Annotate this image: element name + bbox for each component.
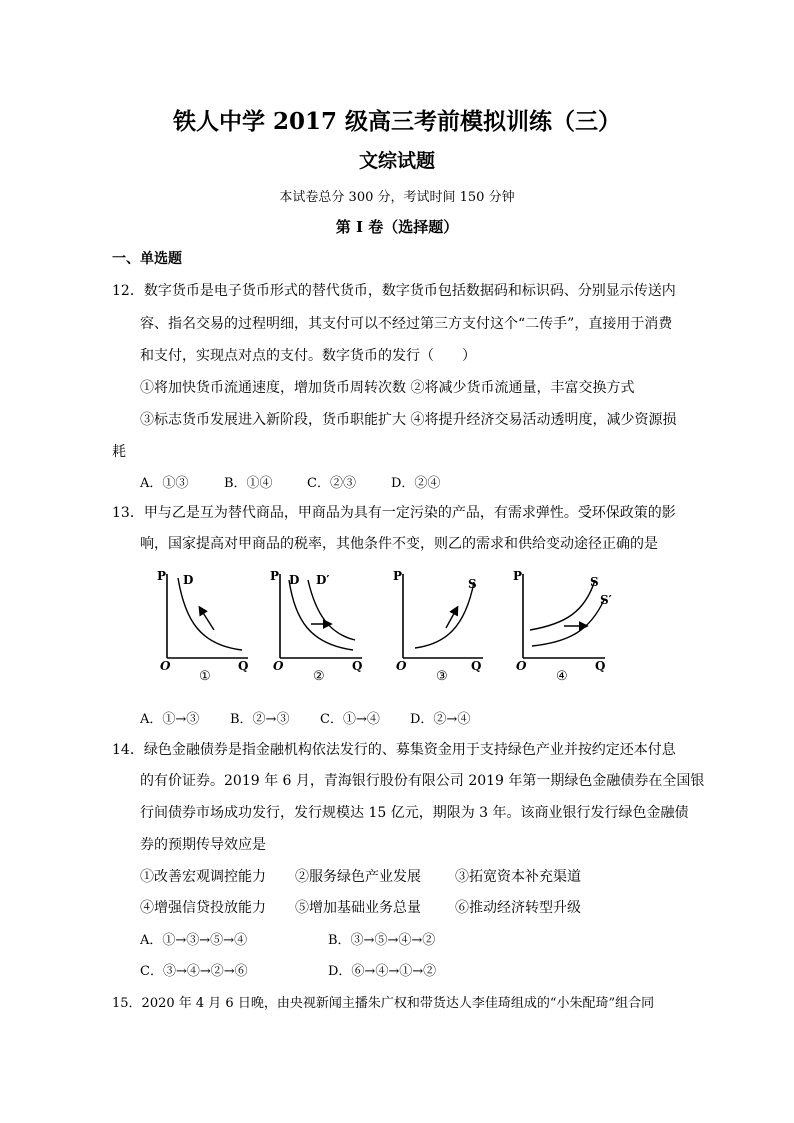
q13-answer-d: D．②→④ [410,712,471,727]
q12-line3: 和支付，实现点对点的支付。数字货币的发行（ ） [140,348,476,364]
q12-line2: 容、指名交易的过程明细，其支付可以不经过第三方支付这个“二传手”，直接用于消费 [140,316,673,332]
graph-1-origin: O [160,659,171,673]
graph-4 [513,569,612,684]
q12-option-line2: ③标志货币发展进入新阶段，货币职能扩大 ④将提升经济交易活动透明度，减少资源损 [140,412,677,428]
graph-3-shift-arrow [446,608,457,628]
graph-4-s-label: S [590,575,599,589]
graph-2-number: ② [313,669,325,684]
q13-line2: 响，国家提高对甲商品的税率，其他条件不变，则乙的需求和供给变动途径正确的是 [140,536,658,552]
graph-2-q-label: Q [352,659,363,673]
graph-1-shift-arrow [200,608,214,630]
graph-1-p-label: P [157,569,167,583]
q14-item-1: ①改善宏观调控能力 [140,869,266,885]
q12-option-line2-cont: 耗 [112,444,126,460]
graph-3-q-label: Q [471,659,482,673]
q15-line1: 15．2020 年 4 月 6 日晚，由央视新闻主播朱广权和带货达人李佳琦组成的“小朱配琦”组合同 [112,996,655,1011]
graph-2-d-label: D [289,573,300,587]
section-title: 第 I 卷（选择题） [335,218,459,236]
q14-item-4: ④增强信贷投放能力 [140,900,266,916]
q13-answer-c: C．①→④ [320,712,380,727]
q14-line2: 的有价证券。2019 年 6 月，青海银行股份有限公司 2019 年第一期绿色金融债券在全国银 [140,773,705,789]
graph-4-supply-curve-s [530,580,595,630]
graph-4-p-label: P [513,569,523,583]
q14-answer-d: D．⑥→④→①→② [328,964,437,979]
graph-2-d-prime-label: D′ [316,573,330,587]
graph-1-number: ① [199,669,211,684]
q12-answer-c: C．②③ [307,476,356,491]
graph-3-s-label: S [468,577,477,591]
graph-4-number: ④ [556,669,568,684]
q13-graphs [140,560,620,690]
graph-2-origin: O [273,659,284,673]
graph-3 [393,569,483,684]
q14-answer-b: B．③→⑤→④→② [328,933,436,948]
graph-3-origin: O [396,659,407,673]
graph-4-q-label: Q [595,659,606,673]
graph-2-demand-curve-d-prime [308,580,355,640]
graph-3-number: ③ [436,669,448,684]
graph-4-s-prime-label: S′ [600,593,612,607]
q14-item-6: ⑥推动经济转型升级 [455,900,581,916]
page-title: 铁人中学 2017 级高三考前模拟训练（三） [172,108,622,135]
q14-item-3: ③拓宽资本补充渠道 [455,869,581,885]
q12-answer-d: D．②④ [391,476,441,491]
graph-2-p-label: P [270,569,280,583]
exam-info: 本试卷总分 300 分，考试时间 150 分钟 [279,190,515,205]
graph-1-demand-curve [178,578,242,650]
graph-1-q-label: Q [238,659,249,673]
q13-answer-b: B．②→③ [230,712,290,727]
q14-line1: 14．绿色金融债券是指金融机构依法发行的、募集资金用于支持绿色产业并按约定还本付息 [112,742,676,758]
graph-2 [270,569,362,684]
q12-answer-a: A．①③ [140,476,189,491]
graph-3-p-label: P [393,569,403,583]
graph-3-supply-curve [415,582,474,648]
graph-1-d-label: D [183,573,194,587]
q12-option-line1: ①将加快货币流通速度，增加货币周转次数 ②将减少货币流通量，丰富交换方式 [140,380,635,396]
q14-item-5: ⑤增加基础业务总量 [295,900,421,916]
graph-4-supply-curve-s-prime [532,600,604,646]
graph-4-origin: O [516,659,527,673]
q14-line4: 券的预期传导效应是 [140,837,266,853]
q14-answer-c: C．③→④→②→⑥ [140,964,248,979]
q14-line3: 行间债券市场成功发行，发行规模达 15 亿元，期限为 3 年。该商业银行发行绿色金融债 [140,805,689,821]
q12-line1: 12．数字货币是电子货币形式的替代货币，数字货币包括数据码和标识码、分别显示传送内 [112,283,676,299]
q13-answer-a: A．①→③ [140,712,200,727]
q12-answer-b: B．①④ [224,476,273,491]
question-type-heading: 一、单选题 [112,251,182,267]
graph-1 [157,569,248,684]
q14-answer-a: A．①→③→⑤→④ [140,933,248,948]
q13-line1: 13．甲与乙是互为替代商品，甲商品为具有一定污染的产品，有需求弹性。受环保政策的影 [112,505,676,521]
q14-item-2: ②服务绿色产业发展 [295,869,421,885]
page-subtitle: 文综试题 [358,150,435,172]
